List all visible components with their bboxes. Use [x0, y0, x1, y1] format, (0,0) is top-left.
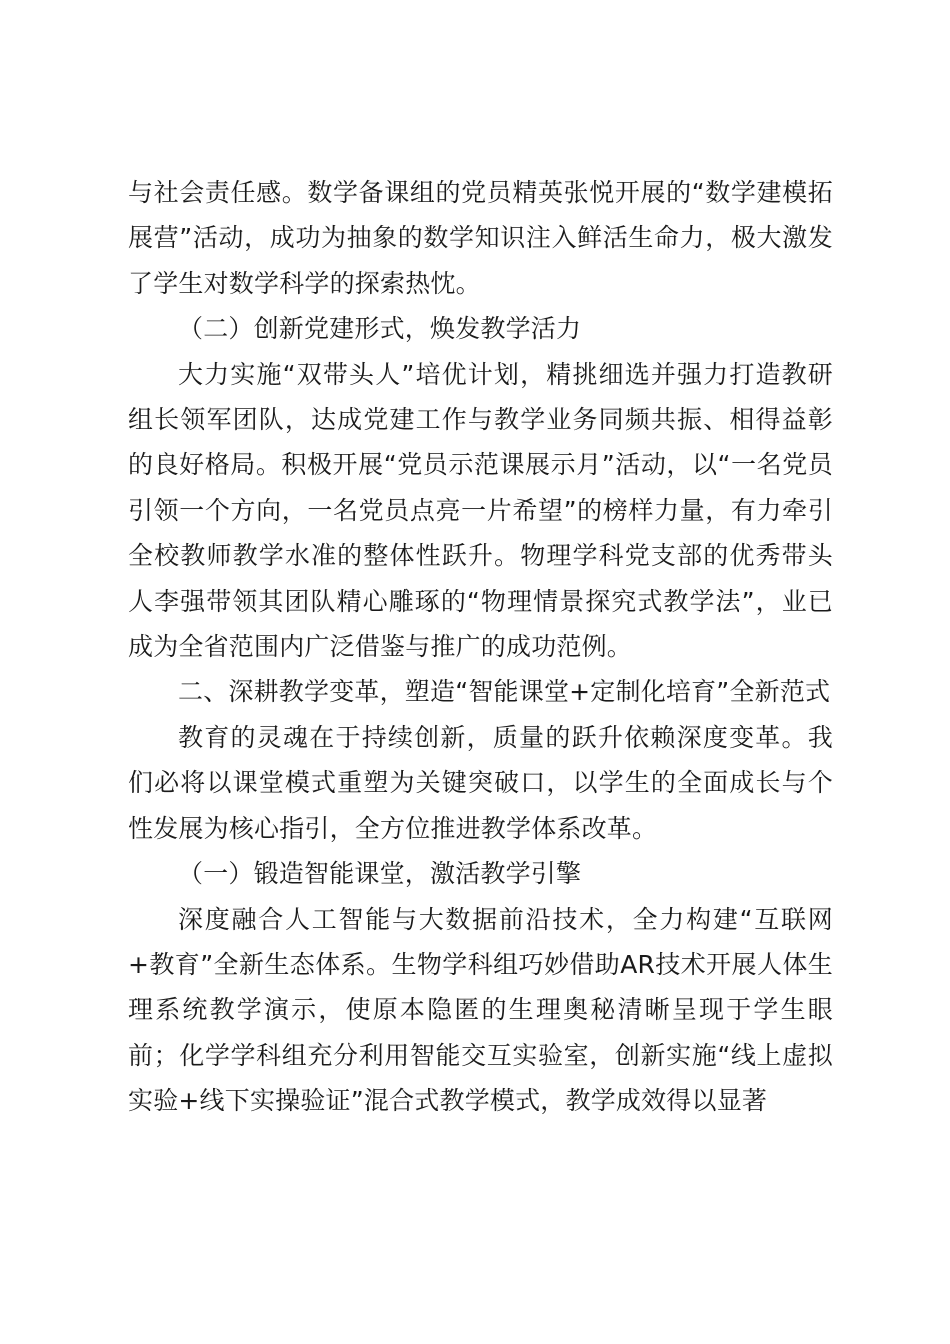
- heading-teaching-reform: 二、深耕教学变革，塑造“智能课堂+定制化培育”全新范式: [178, 677, 831, 707]
- document-body: [128, 170, 833, 1124]
- paragraph-continuation: 与社会责任感。数学备课组的党员精英张悦开展的“数学建模拓展营”活动，成功为抽象的数学知识注入鲜活生命力，极大激发了学生对数学科学的探索热忱。: [128, 178, 833, 298]
- paragraph-ai-big-data: 深度融合人工智能与大数据前沿技术，全力构建“互联网+教育”全新生态体系。生物学科组巧妙借助AR技术开展人体生理系统教学演示，使原本隐匿的生理奥秘清晰呈现于学生眼前；化学学科组充分利用智能交互实验室，创新实施“线上虚拟实验+线下实操验证”混合式教学模式，教学成效得以显著: [128, 904, 833, 1116]
- subheading-innovate-party-building: （二）创新党建形式，焕发教学活力: [178, 314, 582, 344]
- paragraph-dual-leader-plan: 大力实施“双带头人”培优计划，精挑细选并强力打造教研组长领军团队，达成党建工作与教学业务同频共振、相得益彰的良好格局。积极开展“党员示范课展示月”活动，以“一名党员引领一个方向，一名党员点亮一片希望”的榜样力量，有力牵引全校教师教学水准的整体性跃升。物理学科党支部的优秀带头人李强带领其团队精心雕琢的“物理情景探究式教学法”，业已成为全省范围内广泛借鉴与推广的成功范例。: [128, 359, 833, 662]
- subheading-smart-classroom: （一）锻造智能课堂，激活教学引擎: [178, 859, 582, 889]
- paragraph-education-innovation: 教育的灵魂在于持续创新，质量的跃升依赖深度变革。我们必将以课堂模式重塑为关键突破口，以学生的全面成长与个性发展为核心指引，全方位推进教学体系改革。: [128, 722, 833, 843]
